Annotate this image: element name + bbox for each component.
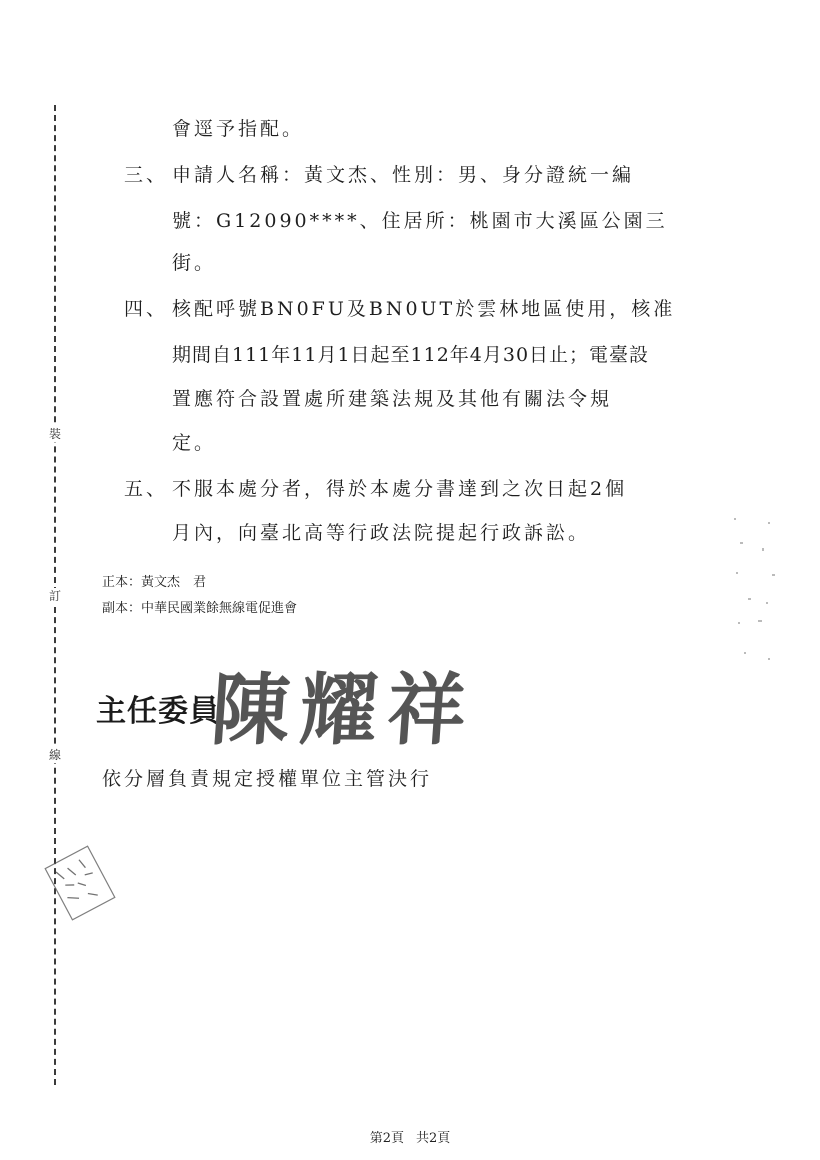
original-recipient: 正本：黃文杰 君 [102, 575, 207, 590]
item-4-number: 四、 [124, 298, 169, 320]
item-4-line-4: 定。 [172, 432, 217, 454]
item-4-line-3: 置應符合設置處所建築法規及其他有關法令規 [172, 388, 613, 410]
item-4-line-2: 期間自111年11月1日起至112年4月30日止；電臺設 [172, 344, 650, 366]
total-pages: 共2頁 [416, 1131, 451, 1146]
continued-line: 會逕予指配。 [172, 118, 305, 140]
item-5-number: 五、 [124, 478, 169, 500]
page-footer [0, 1127, 820, 1146]
item-5-line-1: 不服本處分者，得於本處分書達到之次日起2個 [172, 478, 628, 500]
item-3-number: 三、 [124, 164, 169, 186]
item-5-line-2: 月內，向臺北高等行政法院提起行政訴訟。 [172, 522, 591, 544]
page-number: 第2頁 [369, 1131, 404, 1146]
binding-char-ding: 訂 [46, 588, 64, 604]
signatory-name-seal: 陳耀祥 [208, 665, 479, 756]
item-3-line-2: 號：G12090****、住居所：桃園市大溪區公園三 [172, 210, 668, 232]
binding-char-xian: 線 [46, 747, 64, 763]
item-4-line-1: 核配呼號BN0FU及BN0UT於雲林地區使用，核准 [172, 298, 676, 320]
item-3-line-3: 街。 [172, 252, 217, 274]
copy-recipient: 副本：中華民國業餘無線電促進會 [102, 601, 298, 616]
authority-note: 依分層負責規定授權單位主管決行 [102, 768, 433, 790]
signatory-title: 主任委員 [96, 694, 220, 729]
item-3-line-1: 申請人名稱：黃文杰、性別：男、身分證統一編 [172, 164, 635, 186]
binding-char-zhuang: 裝 [46, 426, 64, 442]
scan-marks [728, 512, 788, 672]
